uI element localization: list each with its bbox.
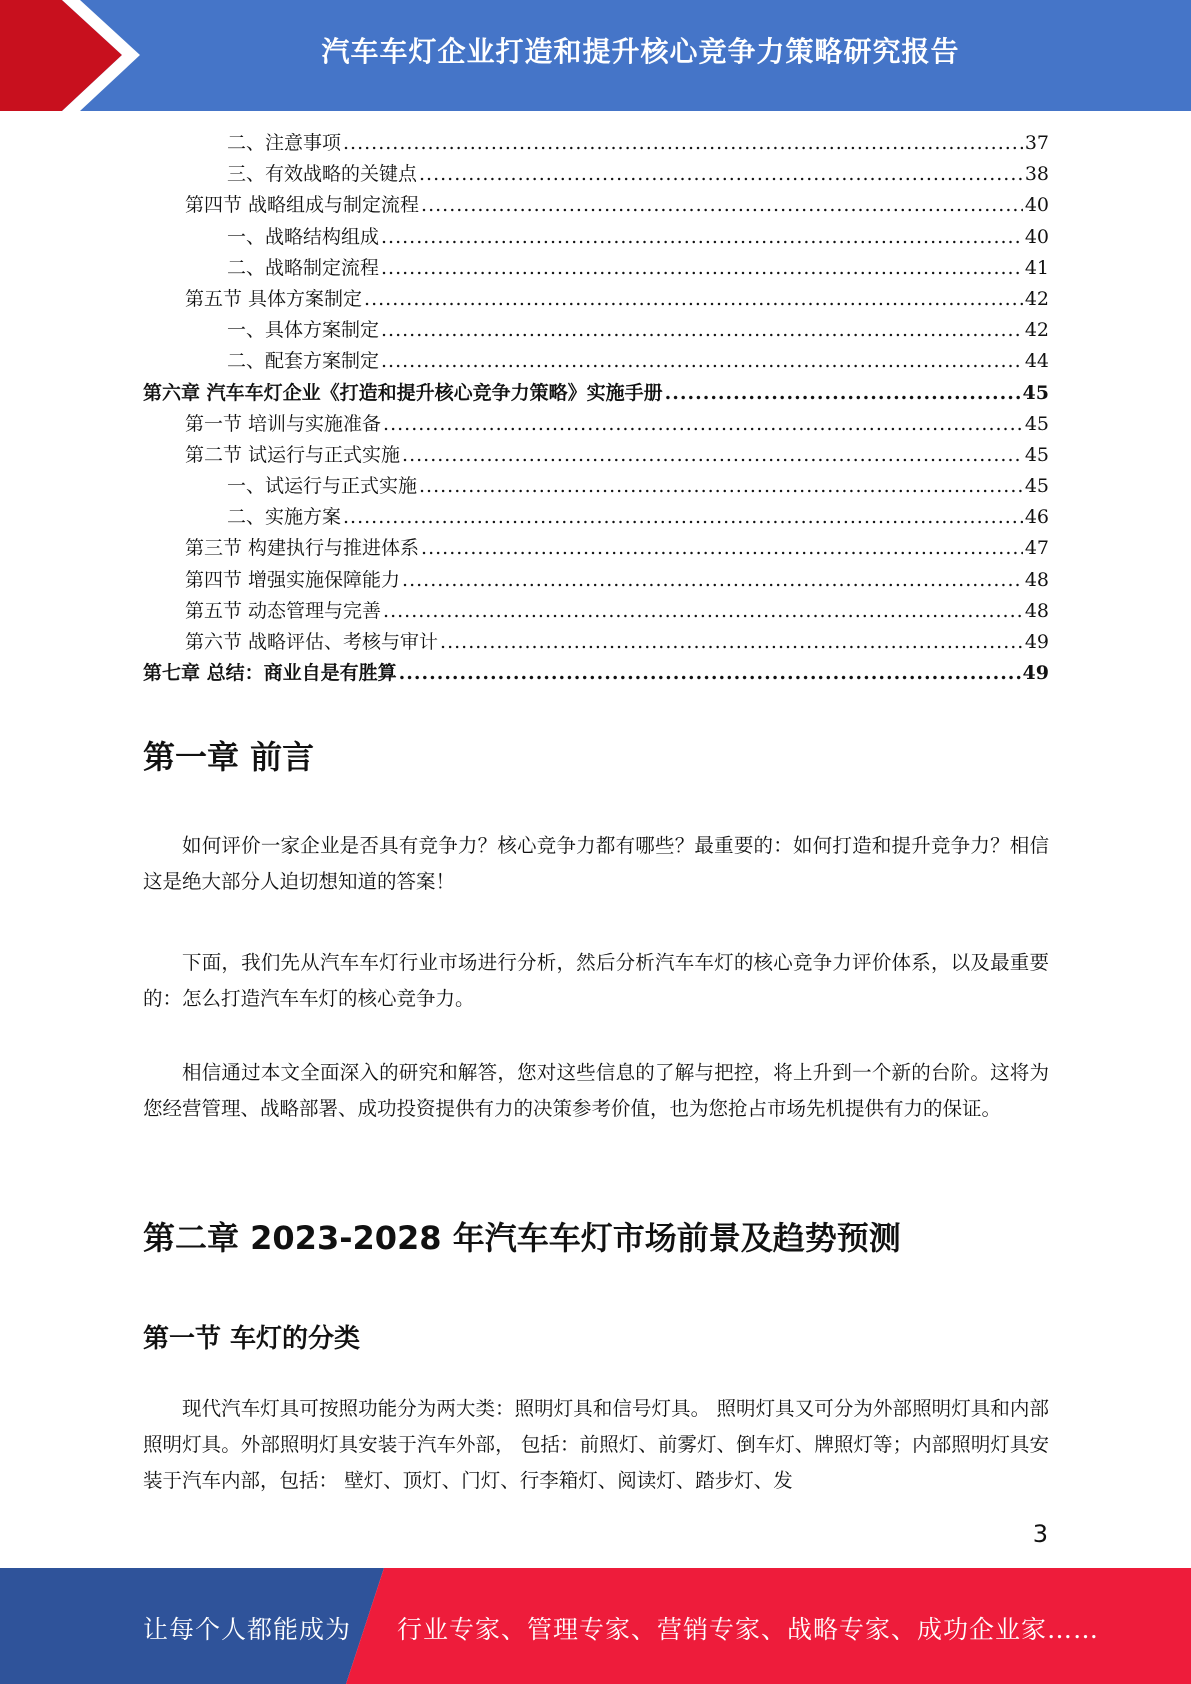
- toc-entry[interactable]: [143, 346, 1049, 377]
- page-number: 3: [1032, 1520, 1048, 1548]
- toc-dot-leader: [381, 319, 1023, 341]
- toc-entry-page: 48: [1024, 599, 1049, 622]
- toc-entry[interactable]: [143, 190, 1049, 221]
- toc-dot-leader: [419, 163, 1023, 185]
- toc-entry-page: 40: [1024, 225, 1049, 248]
- toc-dot-leader: [381, 350, 1023, 372]
- toc-entry-title: 第六节 战略评估、考核与审计: [185, 631, 439, 653]
- toc-dot-leader: [399, 662, 1021, 684]
- toc-entry[interactable]: [143, 222, 1049, 253]
- toc-entry[interactable]: [143, 159, 1049, 190]
- page-footer: [0, 1568, 1191, 1684]
- footer-slogan-left: 让每个人都能成为: [143, 1615, 352, 1644]
- chapter1-paragraph-1: 如何评价一家企业是否具有竞争力？核心竞争力都有哪些？最重要的：如何打造和提升竞争力？相信这是绝大部分人迫切想知道的答案！: [143, 834, 1049, 893]
- toc-entry[interactable]: [143, 627, 1049, 658]
- toc-entry[interactable]: [143, 658, 1049, 689]
- toc-dot-leader: [440, 631, 1023, 653]
- toc-entry-page: 42: [1024, 287, 1049, 310]
- header-title: 汽车车灯企业打造和提升核心竞争力策略研究报告: [321, 35, 960, 68]
- toc-entry[interactable]: [143, 284, 1049, 315]
- toc-entry-title: 第二节 试运行与正式实施: [185, 443, 401, 466]
- footer-slogan-right: 行业专家、管理专家、营销专家、战略专家、成功企业家……: [397, 1615, 1100, 1644]
- toc-entry-title: 第一节 培训与实施准备: [185, 412, 382, 435]
- toc-entry-page: 45: [1024, 412, 1049, 435]
- toc-entry[interactable]: [143, 533, 1049, 564]
- toc-entry-title: 第四节 战略组成与制定流程: [185, 194, 420, 217]
- toc-entry[interactable]: [143, 502, 1049, 533]
- toc-dot-leader: [665, 382, 1021, 404]
- header-arrow-decoration: [0, 0, 160, 111]
- toc-entry-title: 第六章 汽车车灯企业《打造和提升核心竞争力策略》实施手册: [143, 381, 663, 404]
- toc-entry[interactable]: [143, 565, 1049, 596]
- toc-entry[interactable]: [143, 409, 1049, 440]
- toc-entry[interactable]: [143, 471, 1049, 502]
- toc-dot-leader: [402, 569, 1023, 591]
- toc-dot-leader: [383, 413, 1023, 435]
- toc-entry[interactable]: [143, 253, 1049, 284]
- section1-title: 第一节 车灯的分类: [143, 1324, 361, 1354]
- toc-entry-title: 三、有效战略的关键点: [227, 163, 418, 186]
- toc-entry[interactable]: [143, 596, 1049, 627]
- toc-dot-leader: [402, 444, 1023, 466]
- toc-entry-page: 44: [1024, 350, 1049, 373]
- toc-dot-leader: [421, 537, 1023, 559]
- toc-entry-page: 45: [1024, 443, 1049, 466]
- toc-entry-title: 二、注意事项: [227, 132, 342, 154]
- toc-entry-title: 第四节 增强实施保障能力: [185, 568, 401, 591]
- toc-entry-page: 42: [1024, 319, 1049, 342]
- toc-dot-leader: [381, 226, 1023, 248]
- chapter2-title: 第二章 2023-2028 年汽车车灯市场前景及趋势预测: [143, 1219, 901, 1257]
- toc-entry-page: 45: [1024, 475, 1049, 498]
- toc-entry[interactable]: [143, 440, 1049, 471]
- toc-entry-page: 47: [1024, 537, 1049, 560]
- toc-entry-page: 37: [1024, 132, 1049, 154]
- toc-dot-leader: [343, 132, 1023, 154]
- toc-entry[interactable]: [143, 128, 1049, 159]
- toc-entry-page: 49: [1024, 631, 1049, 653]
- toc-entry-page: 40: [1024, 194, 1049, 217]
- toc-dot-leader: [383, 600, 1023, 622]
- toc-entry-title: 二、战略制定流程: [227, 256, 380, 279]
- toc-entry-title: 第五节 动态管理与完善: [185, 599, 382, 622]
- toc-entry-page: 49: [1022, 662, 1049, 685]
- toc-entry-title: 一、具体方案制定: [227, 319, 380, 342]
- toc-entry-page: 41: [1024, 256, 1049, 279]
- toc-entry-page: 45: [1022, 381, 1049, 404]
- toc-dot-leader: [381, 257, 1023, 279]
- toc-entry-title: 一、试运行与正式实施: [227, 475, 418, 498]
- toc-entry-page: 46: [1024, 506, 1049, 529]
- table-of-contents: [143, 128, 1049, 689]
- chapter1-paragraph-2: 下面，我们先从汽车车灯行业市场进行分析，然后分析汽车车灯的核心竞争力评价体系，以及最重要的：怎么打造汽车车灯的核心竞争力。: [143, 951, 1049, 1010]
- toc-dot-leader: [421, 194, 1023, 216]
- toc-dot-leader: [343, 506, 1023, 528]
- chapter1-title: 第一章 前言: [143, 738, 315, 776]
- toc-dot-leader: [419, 475, 1023, 497]
- toc-entry-page: 48: [1024, 568, 1049, 591]
- chapter1-paragraph-3: 相信通过本文全面深入的研究和解答，您对这些信息的了解与把控，将上升到一个新的台阶。这将为您经营管理、战略部署、成功投资提供有力的决策参考价值，也为您抢占市场先机提供有力的保证。: [143, 1061, 1049, 1120]
- toc-entry-title: 一、战略结构组成: [227, 225, 380, 248]
- toc-entry-title: 第七章 总结：商业自是有胜算: [143, 662, 397, 685]
- toc-dot-leader: [364, 288, 1023, 310]
- toc-entry[interactable]: [143, 315, 1049, 346]
- toc-entry[interactable]: [143, 378, 1049, 409]
- toc-entry-title: 二、配套方案制定: [227, 350, 380, 373]
- toc-entry-page: 38: [1024, 163, 1049, 186]
- toc-entry-title: 二、实施方案: [227, 506, 342, 529]
- page-header: [0, 0, 1191, 111]
- section1-paragraph: 现代汽车灯具可按照功能分为两大类：照明灯具和信号灯具。 照明灯具又可分为外部照明灯具和内部照明灯具。外部照明灯具安装于汽车外部， 包括：前照灯、前雾灯、倒车灯、牌照灯等；内部照明灯具安装于汽车内部，包括： 壁灯、顶灯、门灯、行李箱灯、阅读灯、踏步灯、发: [143, 1397, 1049, 1492]
- toc-entry-title: 第三节 构建执行与推进体系: [185, 537, 420, 560]
- toc-entry-title: 第五节 具体方案制定: [185, 287, 363, 310]
